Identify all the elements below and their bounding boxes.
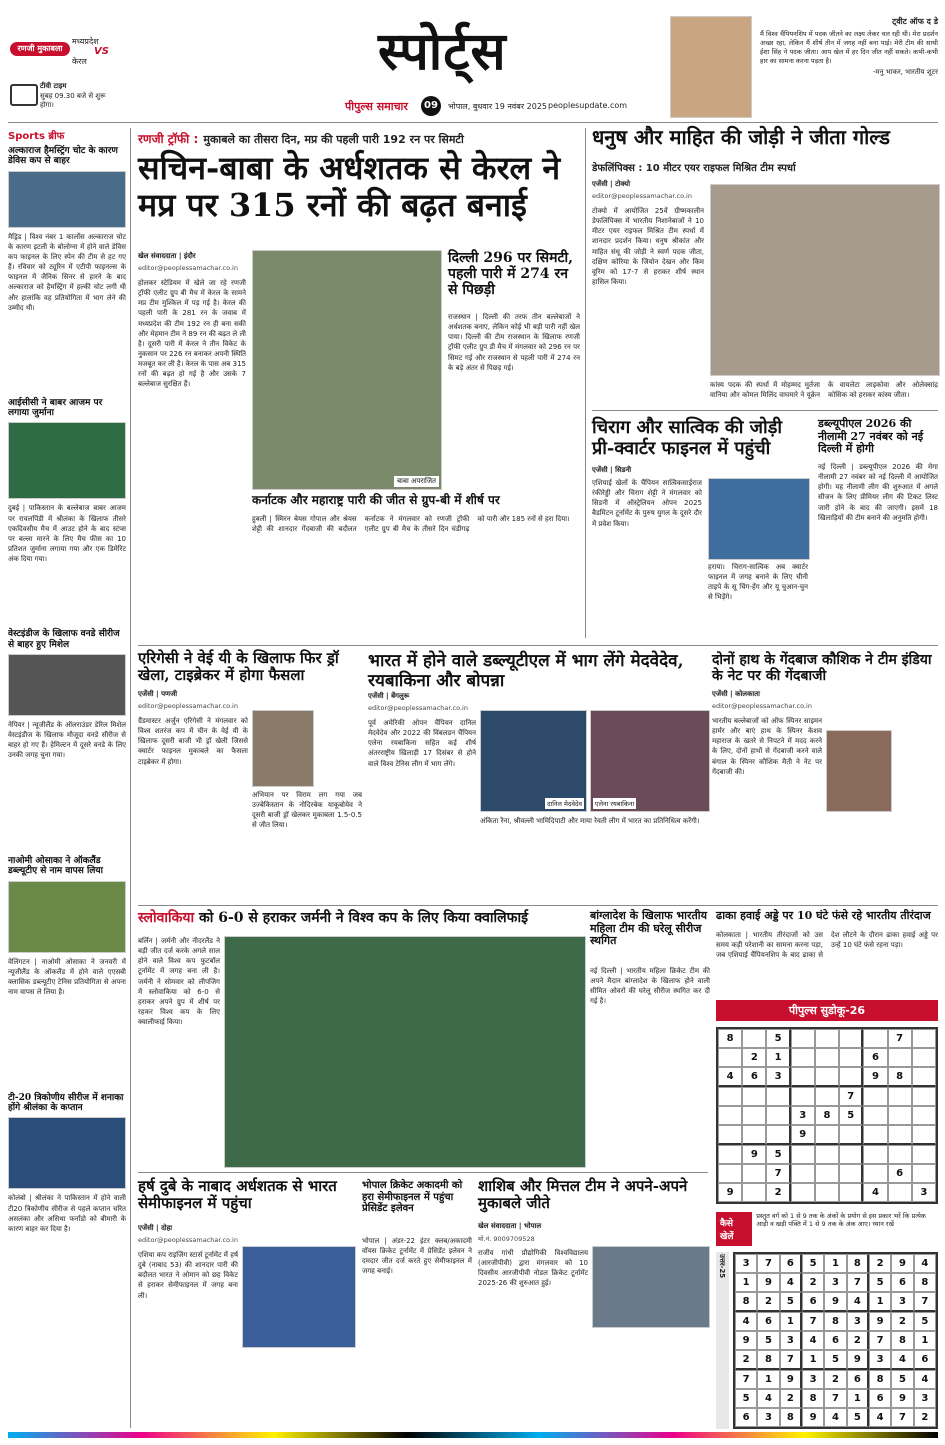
sudoku-answer-cell: 7	[914, 1292, 936, 1312]
osaka-photo	[8, 881, 126, 953]
sudoku-answer-cell: 5	[891, 1370, 913, 1389]
sudoku-puzzle-cell[interactable]	[888, 1145, 912, 1164]
badminton-byline: एजेंसी | सिडनी	[592, 466, 632, 474]
babar-photo	[8, 422, 126, 499]
sudoku-puzzle-cell[interactable]: 9	[863, 1067, 887, 1087]
shashib-city: भोपाल	[523, 1222, 542, 1230]
chess-byline-name: एजेंसी	[138, 690, 154, 698]
sudoku-puzzle-cell[interactable]	[888, 1087, 912, 1106]
sudoku-answer-cell: 4	[869, 1408, 891, 1427]
tweet-label: ट्वीट ऑफ द डे	[892, 17, 938, 26]
sudoku-puzzle-cell[interactable]	[791, 1183, 815, 1202]
sudoku-puzzle-cell[interactable]	[815, 1087, 839, 1106]
sudoku-puzzle-cell[interactable]: 7	[766, 1164, 790, 1183]
sudoku-puzzle-cell[interactable]	[912, 1125, 936, 1145]
sudoku-puzzle-cell[interactable]: 9	[718, 1183, 742, 1202]
sudoku-puzzle-cell[interactable]	[766, 1106, 790, 1125]
brief-column	[8, 128, 126, 1428]
sudoku-answer-cell: 2	[847, 1331, 869, 1350]
football-text: बर्लिन | जर्मनी और नीदरलैंड ने बड़ी जीत दर्ज करके अगले साल होने वाले विश्व कप फुटबॉल टूर्नामेंट में जगह बना ली है। जर्मनी ने सोमवार को लीपजिग में स्लोवाकिया को 6-0 से हराकर अपने ग्रुप में शीर्ष पर रहकर विश्व कप के लिए क्वालीफाई किया।	[138, 937, 220, 1027]
sudoku-answer-cell: 6	[914, 1350, 936, 1370]
sudoku-puzzle-cell[interactable]	[718, 1164, 742, 1183]
sudoku-answer-cell: 7	[735, 1370, 757, 1389]
lead-photo	[252, 250, 442, 490]
sudoku-answer-cell: 3	[735, 1254, 757, 1273]
sudoku-answer-cell: 7	[869, 1331, 891, 1350]
sudoku-answer-cell: 1	[869, 1292, 891, 1312]
sudoku-answer-cell: 5	[869, 1273, 891, 1292]
sudoku-answer-label: उत्तर-25	[716, 1252, 729, 1429]
sudoku-answer-cell: 7	[780, 1350, 802, 1370]
sudoku-puzzle-cell[interactable]	[742, 1125, 766, 1145]
shashib-text: राजीव गांधी प्रौद्योगिकी विश्वविद्यालय (आरजीपीवी) द्वारा मंगलवार को 10 दिवसीय आरजीपीवी नोडल क्रिकेट टूर्नामेंट 2025-26 की शुरुआत हुई।	[478, 1249, 588, 1288]
tv-time: सुबह 09.30 बजे से शुरू होगा।	[40, 92, 106, 110]
sudoku-answer-cell: 1	[780, 1312, 802, 1331]
sudoku-puzzle-cell[interactable]	[791, 1164, 815, 1183]
sudoku-answer-cell: 5	[735, 1389, 757, 1408]
sudoku-answer-cell: 9	[847, 1350, 869, 1370]
sudoku-puzzle-cell[interactable]: 3	[766, 1067, 790, 1087]
shooting-byline-name: एजेंसी	[592, 180, 608, 188]
sudoku-puzzle-cell[interactable]	[888, 1106, 912, 1125]
tennis-email: editor@peoplessamachar.co.in	[368, 704, 468, 712]
sudoku-answer-cell: 1	[757, 1370, 779, 1389]
sudoku-puzzle-cell[interactable]	[815, 1029, 839, 1048]
shooting-email: editor@peoplessamachar.co.in	[592, 192, 692, 200]
football-headline-red: स्लोवाकिया	[138, 910, 195, 926]
sudoku-puzzle-cell[interactable]	[839, 1183, 863, 1202]
sudoku-puzzle-cell[interactable]	[839, 1029, 863, 1048]
women-team-headline: बांग्लादेश के खिलाफ भारतीय महिला टीम की घरेलू सीरीज स्थगित	[590, 909, 708, 948]
sudoku-puzzle-cell[interactable]	[863, 1106, 887, 1125]
women-team-text: नई दिल्ली | भारतीय महिला क्रिकेट टीम की अपने मैदान बांग्लादेश के खिलाफ होने वाली सीमित ओवरों की घरेलू सीरीज स्थगित कर दी गई है।	[590, 967, 710, 1006]
color-calibration-bar	[8, 1432, 938, 1438]
sudoku-answer-cell: 8	[802, 1389, 824, 1408]
sudoku-how-text: प्रस्तुत वर्ग को 1 से 9 तक के अंकों के प्रयोग से इस प्रकार भरें कि प्रत्येक आड़ी व खड़ी पंक्ति में 1 से 9 तक के अंक आए। ध्यान रखें	[756, 1212, 926, 1229]
sudoku-puzzle-cell[interactable]	[815, 1183, 839, 1202]
section-divider-1	[138, 645, 938, 646]
sudoku-answer-cell: 8	[757, 1350, 779, 1370]
sudoku-answer-cell: 1	[847, 1389, 869, 1408]
lead-divider	[585, 128, 586, 638]
brief-title-2: आईसीसी ने बाबर आजम पर लगाया जुर्माना	[8, 397, 103, 419]
sudoku-answer-cell: 2	[757, 1292, 779, 1312]
rybakina-caption: एलेना रयबाकिना	[595, 800, 635, 808]
alcaraz-photo	[8, 171, 126, 228]
sudoku-answer-cell: 2	[824, 1370, 846, 1389]
sudoku-answer-cell: 9	[891, 1254, 913, 1273]
sudoku-puzzle-cell[interactable]	[912, 1087, 936, 1106]
lead-byline: खेल संवाददाता | इंदौर	[138, 252, 196, 260]
dhaka-text: कोलकाता | भारतीय तीरंदाजों को उस समय कड़ी परेशानी का सामना करना पड़ा, जब एशियाई चैंपियनशिप के बाद ढाका से देश लौटने के दौरान ढाका हवाई अड्डे पर उन्हें 10 घंटे फंसे रहना पड़ा।	[716, 931, 938, 960]
kaushik-text: भारतीय बल्लेबाजों को ऑफ स्पिनर साइमन हार्मर और बाएं हाथ के स्पिनर केशव महाराज के खतरे से निपटने में मदद करने के लिए, दोनों हाथों से गेंदबाजी करने वाले बंगाल के स्पिनर कौशिक मैती ने नेट पर गेंदबाजी की।	[712, 717, 822, 776]
sudoku-answer-cell: 2	[802, 1273, 824, 1292]
sudoku-puzzle-cell[interactable]: 6	[888, 1164, 912, 1183]
shashib-phone: मो.नं. 9009709528	[478, 1235, 535, 1243]
chess-text-2: अभियान पर विराम लग गया जब उज्बेकिस्तान के नोदिरबेक याकूबोयेव ने दूसरी बाजी ड्रॉ खेलकर मुकाबला 1.5-0.5 से जीत लिया।	[252, 791, 362, 830]
brief-text-4: वेलिंगटन | नाओमी ओसाका ने जनवरी में न्यूजीलैंड के ऑकलैंड में होने वाले एएसबी क्लासिक डब्ल्यूटीए टेनिस प्रतियोगिता से अपना नाम वापस ले लिया है।	[8, 957, 126, 997]
badminton-headline: चिराग और सात्विक की जोड़ी प्री-क्वार्टर फाइनल में पहुंची	[592, 417, 782, 459]
sudoku-puzzle-cell[interactable]	[888, 1125, 912, 1145]
brief-text-3: नेपियर | न्यूजीलैंड के ऑलराउंडर डेरिल मिशेल वेस्टइंडीज के खिलाफ मौजूदा वनडे सीरीज से बाहर हो गए हैं। हेमिल्टन में दूसरे वनडे के लिए उनकी जगह चुना गया।	[8, 721, 126, 760]
lead-headline: सचिन-बाबा के अर्धशतक से केरल ने मप्र पर 315 रनों की बढ़त बनाई	[138, 149, 561, 224]
section-divider-3	[138, 1172, 708, 1173]
sudoku-answer-cell: 8	[869, 1370, 891, 1389]
sudoku-puzzle-cell[interactable]	[742, 1183, 766, 1202]
sudoku-answer-cell: 9	[869, 1312, 891, 1331]
sudoku-answer-cell: 3	[780, 1331, 802, 1350]
shooting-divider	[592, 410, 938, 411]
sudoku-answer-cell: 5	[914, 1312, 936, 1331]
lead-text: होलकर स्टेडियम में खेले जा रहे रणजी ट्रॉफी एलीट ग्रुप बी मैच में केरल के सामने मप्र टीम मुश्किल में पड़ गई है। केरल की पहली पारी के 281 रन के जवाब में मध्यप्रदेश की टीम 192 रन ही बना सकी और मेहमान टीम ने 89 रन की बढ़त ले ली है। दूसरी पारी में केरल ने तीन विकेट के नुकसान पर 226 रन बनाकर अपनी स्थिति मजबूत कर ली है। केरल के पास अब 315 रनों की बढ़त हो गई है और उसके 7 बल्लेबाज सुरक्षित हैं।	[138, 279, 246, 389]
sudoku-puzzle-cell[interactable]	[791, 1048, 815, 1067]
sudoku-puzzle-cell[interactable]	[815, 1067, 839, 1087]
badminton-text: एशियाई खेलों के चैंपियन सात्विकसाईराज रंकीरेड्डी और चिराग शेट्टी ने मंगलवार को सिडनी में ऑस्ट्रेलियन ओपन 2025 बैडमिंटन टूर्नामेंट के पुरुष युगल के दूसरे दौर में प्रवेश किया।	[592, 479, 702, 528]
harsh-email: editor@peoplessamachar.co.in	[138, 1236, 238, 1244]
sudoku-puzzle-cell[interactable]	[766, 1125, 790, 1145]
wpl-headline: डब्ल्यूपीएल 2026 की नीलामी 27 नवंबर को नई दिल्ली में होगी	[818, 417, 924, 456]
sudoku-answer-cell: 9	[824, 1292, 846, 1312]
sudoku-answer-cell: 7	[847, 1273, 869, 1292]
sudoku-puzzle-cell[interactable]	[718, 1106, 742, 1125]
sudoku-puzzle-cell[interactable]: 9	[742, 1145, 766, 1164]
brief-label: Sports ब्रीफ	[8, 131, 65, 142]
lead-side-text: राजस्थान | दिल्ली की तरफ तीन बल्लेबाजों ने अर्धशतक बनाए, लेकिन कोई भी बड़ी पारी नहीं खेल पाया। दिल्ली की टीम राजस्थान के खिलाफ रणजी ट्रॉफी एलीट ग्रुप डी मैच में मंगलवार को 296 रन पर सिमट गई और राजस्थान से पहली पारी में 274 रन के बड़े अंतर से पिछड़ गई।	[448, 313, 580, 372]
sudoku-puzzle-cell[interactable]	[863, 1087, 887, 1106]
chess-photo	[252, 710, 314, 787]
shashib-photo	[592, 1246, 710, 1328]
lead-sub-text: हुबली | स्मिरन बेयस गोपाल और श्रेयस शेट्टी की शानदार गेंदबाजी की बदौलत कर्नाटक ने मंगलवार को रणजी ट्रॉफी एलीट ग्रुप बी मैच के तीसरे दिन चंडीगढ़ को पारी और 185 रनों से हरा दिया।	[252, 515, 570, 534]
chess-byline: एजेंसी | पणजी	[138, 690, 178, 698]
sudoku-answer-cell: 1	[735, 1273, 757, 1292]
sudoku-puzzle-cell[interactable]: 1	[766, 1048, 790, 1067]
shooter-photo	[670, 16, 752, 118]
sudoku-answer-cell: 6	[780, 1254, 802, 1273]
sudoku-puzzle-cell[interactable]: 2	[766, 1183, 790, 1202]
badminton-text-2: हराया। चिराग-सात्विक अब क्वार्टर फाइनल में जगह बनाने के लिए चीनी ताइपे के सू चिंग-हेंग और यू चुआन-चुन से भिड़ेंगे।	[708, 563, 808, 602]
sudoku-answer-cell: 7	[824, 1389, 846, 1408]
sudoku-puzzle-cell[interactable]: 6	[863, 1048, 887, 1067]
sudoku-answer-cell: 5	[780, 1292, 802, 1312]
tweet-author: -मनु भाकर, भारतीय शूटर	[872, 68, 938, 77]
sudoku-answer-grid	[733, 1252, 938, 1429]
sudoku-puzzle-cell[interactable]	[863, 1029, 887, 1048]
website: peoplesupdate.com	[548, 101, 628, 110]
sudoku-answer-cell: 1	[914, 1331, 936, 1350]
harsh-byline-name: एजेंसी	[138, 1224, 154, 1232]
kaushik-byline-name: एजेंसी	[712, 690, 728, 698]
sudoku-answer-cell: 2	[735, 1350, 757, 1370]
chess-text: ग्रैंडमास्टर अर्जुन एरिगेसी ने मंगलवार को विश्व शतरंज कप में चीन के वेई यी के खिलाफ दूसरी बाजी भी ड्रॉ खेली जिससे क्वार्टर फाइनल मुकाबले का फैसला टाइब्रेकर में होगा।	[138, 717, 248, 766]
sudoku-title: पीपुल्स सुडोकू-26	[716, 1000, 938, 1021]
brief-title-3: वेस्टइंडीज के खिलाफ वनडे सीरीज से बाहर हुए मिशेल	[8, 629, 120, 650]
sudoku-answer-cell: 8	[824, 1312, 846, 1331]
tweet-box	[760, 16, 938, 116]
sudoku-puzzle-cell[interactable]: 2	[742, 1048, 766, 1067]
sudoku-answer-cell: 1	[802, 1350, 824, 1370]
sudoku-puzzle-cell[interactable]: 9	[791, 1125, 815, 1145]
lead-kicker-red: रणजी ट्रॉफी :	[138, 132, 199, 146]
medvedev-photo	[480, 710, 587, 812]
badminton-byline-name: एजेंसी	[592, 466, 608, 474]
sudoku-puzzle-cell[interactable]: 3	[912, 1183, 936, 1202]
tennis-text-2: अंकिता रैना, श्रीवल्ली भामिदिपाटी और माया रेवती लीग में भारत का प्रतिनिधित्व करेंगी।	[480, 817, 700, 825]
sudoku-puzzle-cell[interactable]	[791, 1029, 815, 1048]
sudoku-answer-cell: 3	[824, 1273, 846, 1292]
sudoku-answer-cell: 8	[914, 1273, 936, 1292]
ranji-label: रणजी मुकाबला	[10, 42, 70, 56]
page-title: स्पोर्ट्स	[378, 21, 507, 82]
bhopal-headline: भोपाल क्रिकेट अकादमी को हरा सेमीफाइनल में पहुंचा प्रेसिडेंट इलेवन	[362, 1180, 463, 1214]
bhopal-text: भोपाल | अंडर-22 इंटर क्लब/अकादमी वॉयस क्रिकेट टूर्नामेंट में प्रेसिडेंट इलेवन ने दमदार जीत दर्ज करते हुए सेमीफाइनल में जगह बनाई।	[362, 1237, 472, 1276]
sudoku-puzzle-cell[interactable]: 6	[742, 1067, 766, 1087]
sudoku-answer-cell: 9	[891, 1389, 913, 1408]
sudoku-answer-cell: 6	[735, 1408, 757, 1427]
sudoku-puzzle-cell[interactable]	[839, 1164, 863, 1183]
sudoku-answer-cell: 6	[869, 1389, 891, 1408]
kaushik-email: editor@peoplessamachar.co.in	[712, 702, 812, 710]
tennis-headline: भारत में होने वाले डब्ल्यूटीएल में भाग लेंगे मेदवेदेव, रयबाकिना और बोपन्ना	[368, 651, 684, 691]
sudoku-answer-cell: 4	[914, 1254, 936, 1273]
paper-name: पीपुल्स समाचार	[345, 100, 408, 113]
sudoku-section	[716, 1000, 938, 1425]
shashib-byline: खेल संवाददाता | भोपाल	[478, 1222, 542, 1230]
sudoku-puzzle-cell[interactable]: 8	[718, 1029, 742, 1048]
lead-kicker-rest: मुकाबले का तीसरा दिन, मप्र की पहली पारी 192 रन पर सिमटी	[203, 133, 464, 146]
kaushik-headline: दोनों हाथ के गेंदबाज कौशिक ने टीम इंडिया के नेट पर की गेंदबाजी	[712, 652, 932, 685]
ranji-match-box	[10, 38, 118, 120]
chess-city: पणजी	[161, 690, 178, 698]
sudoku-puzzle-cell[interactable]	[718, 1048, 742, 1067]
badminton-photo	[708, 478, 810, 560]
sudoku-answer-cell: 4	[847, 1292, 869, 1312]
chess-headline: एरिगेसी ने वेई यी के खिलाफ फिर ड्रॉ खेला, टाइब्रेकर में होगा फैसला	[138, 649, 339, 685]
chess-email: editor@peoplessamachar.co.in	[138, 702, 238, 710]
football-photo	[224, 936, 586, 1168]
sudoku-puzzle-cell[interactable]	[815, 1164, 839, 1183]
team2: केरल	[72, 57, 87, 66]
harsh-city: दोहा	[161, 1224, 173, 1232]
medvedev-caption: दानिल मेदवेदेव	[547, 800, 582, 808]
sudoku-answer-cell: 5	[757, 1331, 779, 1350]
sudoku-answer-cell: 3	[757, 1408, 779, 1427]
sudoku-answer-cell: 7	[891, 1408, 913, 1427]
sudoku-answer-cell: 5	[824, 1350, 846, 1370]
tennis-text: पूर्व अमेरिकी ओपन चैंपियन दानिल मेदवेदेव और 2022 की विंबलडन चैंपियन एलेना रयबाकिना सहित कई शीर्ष अंतरराष्ट्रीय खिलाड़ी 17 दिसंबर से होने वाले विश्व टेनिस लीग में भाग लेंगे।	[368, 719, 476, 768]
sudoku-answer-cell: 3	[891, 1292, 913, 1312]
shooting-city: टोक्यो	[615, 180, 631, 188]
lead-side-headline: दिल्ली 296 पर सिमटी, पहली पारी में 274 रन से पिछड़ी	[448, 250, 574, 299]
sudoku-puzzle-cell[interactable]	[742, 1087, 766, 1106]
sudoku-answer-cell: 6	[757, 1312, 779, 1331]
sudoku-answer-cell: 7	[757, 1254, 779, 1273]
sudoku-answer-cell: 3	[914, 1389, 936, 1408]
sudoku-puzzle-cell[interactable]	[912, 1145, 936, 1164]
sudoku-puzzle-cell[interactable]: 3	[791, 1106, 815, 1125]
sudoku-puzzle-cell[interactable]	[912, 1067, 936, 1087]
sudoku-answer-cell: 7	[802, 1312, 824, 1331]
sudoku-answer-cell: 4	[757, 1389, 779, 1408]
sudoku-puzzle-cell[interactable]: 4	[718, 1067, 742, 1087]
sudoku-answer-cell: 4	[914, 1370, 936, 1389]
football-headline-rest: को 6-0 से हराकर जर्मनी ने विश्व कप के लिए किया क्वालिफाई	[198, 910, 528, 926]
wpl-text: नई दिल्ली | डब्ल्यूपीएल 2026 की मेगा नीलामी 27 नवंबर को नई दिल्ली में आयोजित होगी। यह नीलामी लीग की शुरुआत में अगले सीजन के लिए प्रीमियर लीग की टिकट लिस्ट जारी होने के बाद की जाएगी। इसमें 18 खिलाड़ियों की टीम बनाने की अनुमति होगी।	[818, 463, 938, 522]
sudoku-answer-cell: 4	[735, 1312, 757, 1331]
dateline: भोपाल, बुधवार 19 नवंबर 2025	[448, 102, 547, 111]
sudoku-answer-cell: 2	[869, 1254, 891, 1273]
sudoku-puzzle-cell[interactable]	[791, 1067, 815, 1087]
tv-label: टीवी टाइम	[40, 82, 67, 90]
sudoku-answer-cell: 9	[780, 1370, 802, 1389]
kaushik-photo	[826, 730, 892, 812]
sudoku-puzzle-cell[interactable]: 5	[766, 1029, 790, 1048]
lead-email: editor@peoplessamachar.co.in	[138, 264, 238, 272]
harsh-byline: एजेंसी | दोहा	[138, 1224, 173, 1232]
mitchell-photo	[8, 654, 126, 716]
sudoku-answer-cell: 8	[891, 1331, 913, 1350]
lead-photo-caption: बाबा अपराजित	[394, 476, 439, 487]
lead-city: इंदौर	[183, 252, 196, 260]
sudoku-puzzle-cell[interactable]	[863, 1125, 887, 1145]
sudoku-puzzle-cell[interactable]	[815, 1125, 839, 1145]
section-divider-2	[138, 905, 938, 906]
sudoku-answer-cell: 3	[802, 1370, 824, 1389]
sudoku-puzzle-cell[interactable]	[815, 1145, 839, 1164]
tennis-byline-name: एजेंसी	[368, 692, 384, 700]
rybakina-photo	[590, 710, 710, 812]
sudoku-puzzle-cell[interactable]	[791, 1145, 815, 1164]
sudoku-puzzle-cell[interactable]	[839, 1048, 863, 1067]
sudoku-puzzle-cell[interactable]	[888, 1183, 912, 1202]
sudoku-puzzle-grid[interactable]	[716, 1027, 938, 1204]
shanaka-photo	[8, 1117, 126, 1189]
brief-title-5: टी-20 त्रिकोणीय सीरीज में शनाका होंगे श्रीलंका के कप्तान	[8, 1092, 124, 1114]
shooting-sub: डेफलिंपिक्स : 10 मीटर एयर राइफल मिश्रित टीम स्पर्धा	[592, 163, 796, 174]
sudoku-how-label: कैसे खेलें	[716, 1212, 752, 1246]
vs-label: VS	[94, 46, 109, 57]
sudoku-puzzle-cell[interactable]: 5	[766, 1145, 790, 1164]
sudoku-puzzle-cell[interactable]	[718, 1125, 742, 1145]
sudoku-answer-cell: 2	[914, 1408, 936, 1427]
shooting-byline: एजेंसी | टोक्यो	[592, 180, 631, 188]
sudoku-puzzle-cell[interactable]: 4	[863, 1183, 887, 1202]
sudoku-puzzle-cell[interactable]: 7	[839, 1087, 863, 1106]
sudoku-puzzle-cell[interactable]: 8	[815, 1106, 839, 1125]
harsh-photo	[242, 1246, 356, 1348]
sudoku-puzzle-cell[interactable]	[766, 1087, 790, 1106]
sudoku-answer-cell: 9	[757, 1273, 779, 1292]
sudoku-answer-cell: 6	[847, 1370, 869, 1389]
brief-text-2: दुबई | पाकिस्तान के बल्लेबाज बाबर आजम पर रावलपिंडी में श्रीलंका के खिलाफ तीसरे एकदिवसीय मैच में आउट होने के बाद स्टंप्स पर बल्ला मारने के लिए मैच फीस का 10 प्रतिशत जुर्माना लगाया गया और एक डिमेरिट अंक दिया गया।	[8, 504, 126, 564]
sudoku-puzzle-cell[interactable]	[718, 1087, 742, 1106]
sudoku-puzzle-cell[interactable]	[839, 1145, 863, 1164]
shooting-text: टोक्यो में आयोजित 25वें ग्रीष्मकालीन डेफलिंपिक्स में भारतीय निशानेबाजों ने 10 मीटर एयर राइफल मिश्रित टीम स्पर्धा में शानदार प्रदर्शन किया। धनुष श्रीकांत और माहित संधू की जोड़ी ने स्वर्ण पदक जीता, दक्षिण कोरिया के जियोन देखन और किम वूरिम को 17-7 से हराकर शीर्ष स्थान हासिल किया।	[592, 207, 704, 286]
shooting-photo	[710, 184, 940, 376]
sudoku-answer-cell: 4	[824, 1408, 846, 1427]
sudoku-answer-cell: 4	[891, 1350, 913, 1370]
tv-icon	[10, 84, 38, 106]
sudoku-answer-cell: 9	[802, 1408, 824, 1427]
tweet-text: मैं विश्व चैंपियनशिप में पदक जीतने का लक्ष्य लेकर चल रही थी। मेरा प्रदर्शन अच्छा रहा, लेकिन मैं शीर्ष तीन में जगह नहीं बना पाई। मेरी टीम की साथी ईशा सिंह ने पदक जीता। आप खेल में हर दिन जीत नहीं सकते। कभी-कभी हार का सामना करना पड़ता है।	[760, 30, 938, 66]
sudoku-answer-cell: 4	[780, 1273, 802, 1292]
masthead-divider	[8, 122, 938, 123]
brief-title-1: अल्काराज हैमस्ट्रिंग चोट के कारण डेविस कप से बाहर	[8, 146, 118, 167]
sudoku-puzzle-cell[interactable]	[791, 1087, 815, 1106]
brief-divider	[130, 128, 131, 1428]
sudoku-answer-cell: 6	[891, 1273, 913, 1292]
harsh-headline: हर्ष दुबे के नाबाद अर्धशतक से भारत सेमीफाइनल में पहुंचा	[138, 1177, 337, 1213]
brief-text-1: मैड्रिड | विश्व नंबर 1 कार्लोस अल्काराज चोट के कारण इटली के बोलोग्ना में होने वाले डेविस कप फाइनल के लिए स्पेन की टीम से हट गए हैं। रविवार को ट्यूरिन में एटीपी फाइनल्स के फाइनल में जैनिक सिनर से हारने के बाद अल्काराज को हैमस्ट्रिंग में हल्की चोट लगी थी और हालांकि वह प्रतियोगिता में भाग लेने की उम्मीद थी।	[8, 232, 126, 312]
sudoku-puzzle-cell[interactable]	[888, 1048, 912, 1067]
sudoku-puzzle-cell[interactable]	[863, 1145, 887, 1164]
sudoku-answer-cell: 6	[802, 1292, 824, 1312]
harsh-text: एशिया कप राइजिंग स्टार्स टूर्नामेंट में हर्ष दुबे (नाबाद 53) की शानदार पारी की बदौलत भारत ने ओमान को छह विकेट से हराकर सेमीफाइनल में जगह बना ली।	[138, 1251, 238, 1300]
tennis-city: बेंगलुरू	[391, 692, 410, 700]
lead-kicker	[138, 128, 578, 147]
football-headline	[138, 910, 583, 926]
badminton-city: सिडनी	[615, 466, 632, 474]
sudoku-puzzle-cell[interactable]	[912, 1164, 936, 1183]
sudoku-puzzle-cell[interactable]	[742, 1164, 766, 1183]
shooting-text-2: कांस्य पदक की स्पर्धा में मोहम्मद मुर्तजा वानिया और कोमल मिलिंद वाघमारे ने यूक्रेन के वायलेटा लाइकोवा और ओलेक्सांद्र कोसिक को हराकर कांस्य जीता।	[710, 381, 938, 400]
dhaka-headline: ढाका हवाई अड्डे पर 10 घंटे फंसे रहे भारतीय तीरंदाज	[716, 909, 931, 922]
sudoku-answer-cell: 9	[735, 1331, 757, 1350]
sudoku-answer-cell: 2	[891, 1312, 913, 1331]
sudoku-puzzle-cell[interactable]	[912, 1029, 936, 1048]
sudoku-puzzle-cell[interactable]	[815, 1048, 839, 1067]
sudoku-answer-cell: 3	[847, 1312, 869, 1331]
sudoku-answer-cell: 6	[824, 1331, 846, 1350]
sudoku-puzzle-cell[interactable]	[718, 1145, 742, 1164]
sudoku-puzzle-cell[interactable]: 8	[888, 1067, 912, 1087]
lead-byline-name: खेल संवाददाता	[138, 252, 177, 260]
lead-sub-headline: कर्नाटक और महाराष्ट्र पारी की जीत से ग्रुप-बी में शीर्ष पर	[252, 493, 500, 507]
sudoku-answer-cell: 8	[735, 1292, 757, 1312]
brief-title-4: नाओमी ओसाका ने ऑकलैंड डब्ल्यूटीए से नाम वापस लिया	[8, 856, 103, 877]
kaushik-city: कोलकाता	[735, 690, 760, 698]
sudoku-puzzle-cell[interactable]: 7	[888, 1029, 912, 1048]
sudoku-answer-cell: 5	[802, 1254, 824, 1273]
sudoku-puzzle-cell[interactable]: 5	[839, 1106, 863, 1125]
sudoku-answer-cell: 8	[847, 1254, 869, 1273]
sudoku-puzzle-cell[interactable]	[912, 1106, 936, 1125]
sudoku-answer-cell: 2	[780, 1389, 802, 1408]
sudoku-puzzle-cell[interactable]	[839, 1125, 863, 1145]
sudoku-puzzle-cell[interactable]	[863, 1164, 887, 1183]
sudoku-answer-cell: 1	[824, 1254, 846, 1273]
sudoku-answer-cell: 3	[869, 1350, 891, 1370]
brief-text-5: कोलंबो | श्रीलंका ने पाकिस्तान में होने वाली टी20 त्रिकोणीय सीरीज से पहले कप्तान चरित असलंका और असिथा फर्नांडो को बीमारी के कारण बाहर कर दिया है।	[8, 1194, 126, 1233]
sudoku-puzzle-cell[interactable]	[912, 1048, 936, 1067]
sudoku-answer-cell: 8	[780, 1408, 802, 1427]
sudoku-puzzle-cell[interactable]	[742, 1029, 766, 1048]
shooting-headline: धनुष और माहित की जोड़ी ने जीता गोल्ड	[592, 125, 890, 149]
team1: मध्यप्रदेश	[72, 37, 99, 46]
sudoku-answer-cell: 5	[847, 1408, 869, 1427]
page-number: 09	[421, 96, 441, 116]
shashib-byline-name: खेल संवाददाता	[478, 1222, 517, 1230]
sudoku-puzzle-cell[interactable]	[839, 1067, 863, 1087]
shashib-headline: शाशिब और मित्तल टीम ने अपने-अपने मुकाबले जीते	[478, 1177, 688, 1213]
tennis-byline: एजेंसी | बेंगलुरू	[368, 692, 410, 700]
sudoku-puzzle-cell[interactable]	[742, 1106, 766, 1125]
sudoku-answer-cell: 4	[802, 1331, 824, 1350]
kaushik-byline: एजेंसी | कोलकाता	[712, 690, 760, 698]
